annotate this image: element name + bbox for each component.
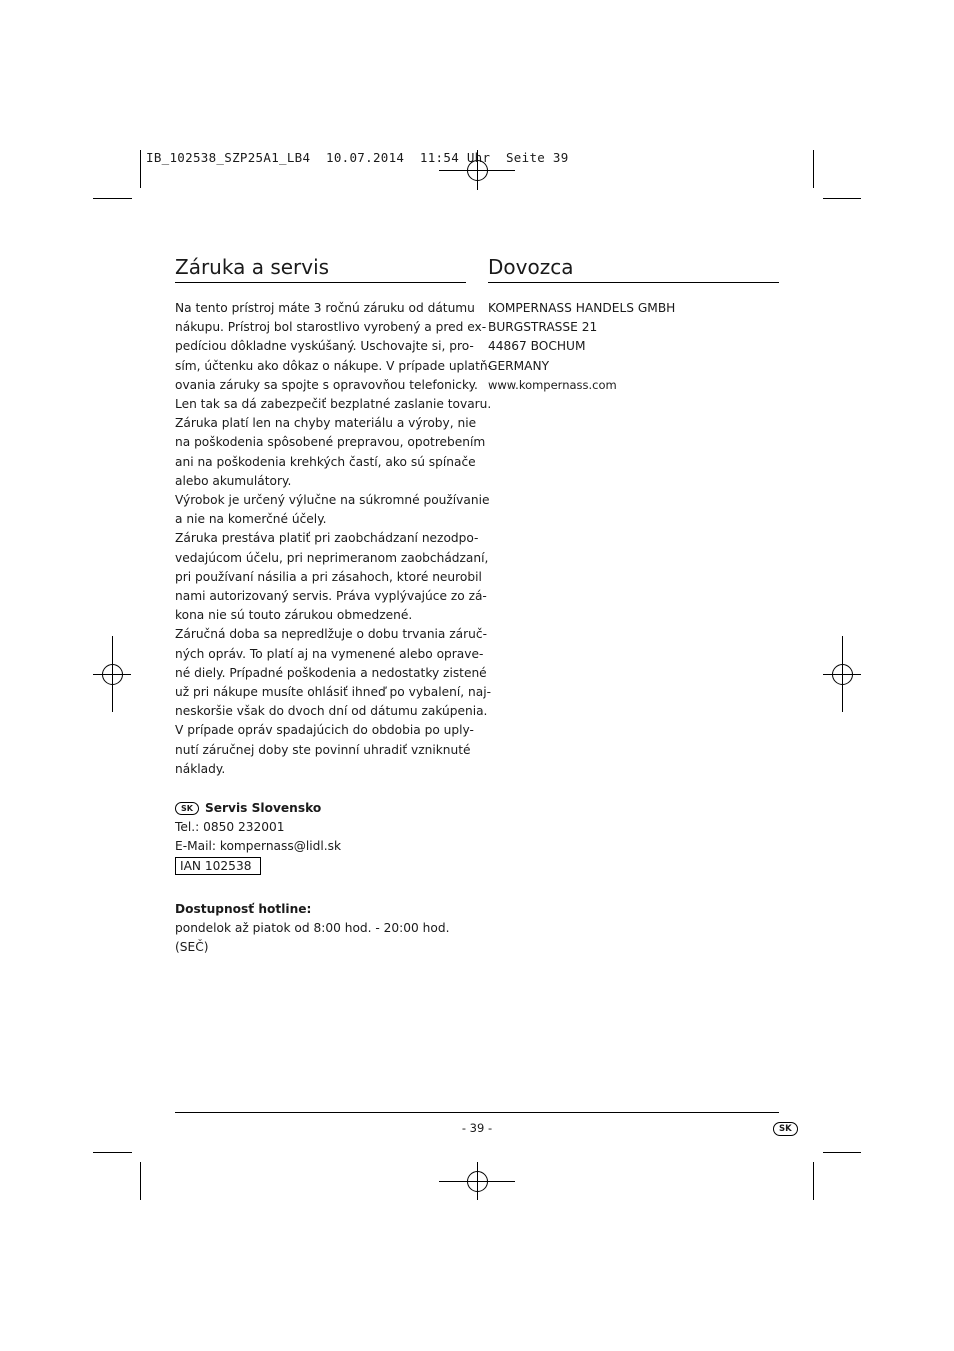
warranty-title-rule	[175, 282, 466, 283]
warranty-text-line: Záruka prestáva platiť pri zaobchádzaní nezodpo-	[175, 531, 479, 546]
service-tel: Tel.: 0850 232001	[175, 820, 285, 835]
warranty-text-line: nutí záručnej doby ste povinní uhradiť vzniknuté	[175, 742, 471, 757]
warranty-text-line: pedíciou dôkladne vyskúšaný. Uschovajte si, pro-	[175, 339, 474, 354]
footer-rule	[175, 1112, 779, 1113]
warranty-text-line: Záruka platí len na chyby materiálu a výroby, nie	[175, 416, 477, 431]
warranty-text-line: né diely. Prípadné poškodenia a nedostatky zistené	[175, 665, 487, 680]
importer-country: GERMANY	[488, 358, 550, 373]
importer-city: 44867 BOCHUM	[488, 339, 586, 354]
warranty-text-line: sím, účtenku ako dôkaz o nákupe. V prípade uplatň-	[175, 358, 493, 373]
importer-company: KOMPERNASS HANDELS GMBH	[488, 301, 676, 315]
warranty-text-line: náklady.	[175, 761, 226, 776]
warranty-text-line: ovania záruky sa spojte s opravovňou telefonicky.	[175, 377, 478, 392]
warranty-text-line: neskoršie však do dvoch dní od dátumu zakúpenia.	[175, 704, 488, 719]
warranty-text-line: Na tento prístroj máte 3 ročnú záruku od dátumu	[175, 301, 475, 315]
crop-mark-top-left-v	[140, 150, 141, 188]
warranty-text-line: vedajúcom účelu, pri neprimeranom zaobchádzaní,	[175, 550, 489, 565]
warranty-text-line: Výrobok je určený výlučne na súkromné používanie	[175, 493, 490, 508]
ian-number: IAN 102538	[175, 857, 261, 875]
hotline-note: (SEČ)	[175, 940, 209, 955]
hotline-block	[175, 900, 449, 958]
warranty-text-line: Len tak sa dá zabezpečiť bezplatné zaslanie tovaru.	[175, 397, 492, 412]
warranty-text-line: pri používaní násilia a pri zásahoch, ktoré neurobil	[175, 569, 482, 584]
warranty-text-line: a nie na komerčné účely.	[175, 512, 327, 527]
warranty-text-line: Záručná doba sa nepredlžuje o dobu trvania záruč-	[175, 627, 487, 642]
crop-mark-bottom-right-v	[813, 1162, 814, 1200]
warranty-text-line: na poškodenia spôsobené prepravou, opotrebením	[175, 435, 486, 450]
registration-bottom-circle	[467, 1171, 488, 1192]
warranty-text-line: kona nie sú touto zárukou obmedzené.	[175, 608, 413, 623]
service-email: E-Mail: kompernass@lidl.sk	[175, 839, 342, 854]
importer-address	[488, 299, 675, 395]
print-header: IB_102538_SZP25A1_LB4 10.07.2014 11:54 Uhr Seite 39	[146, 150, 569, 165]
service-block	[175, 799, 341, 876]
crop-mark-bottom-left-v	[140, 1162, 141, 1200]
warranty-text-line: ani na poškodenia krehkých častí, ako sú spínače	[175, 454, 476, 469]
hotline-hours: pondelok až piatok od 8:00 hod. - 20:00 hod.	[175, 921, 450, 936]
warranty-title: Záruka a servis	[175, 255, 330, 279]
service-name: Servis Slovensko	[204, 801, 322, 815]
registration-right-circle	[832, 664, 853, 685]
warranty-text-line: ných opráv. To platí aj na vymenené alebo oprave-	[175, 646, 484, 661]
page-number: - 39 -	[461, 1121, 493, 1135]
hotline-heading: Dostupnosť hotline:	[175, 902, 312, 916]
sk-country-badge: SK	[175, 802, 199, 815]
warranty-text-line: už pri nákupe musíte ohlásiť ihneď po vybalení, naj-	[175, 685, 491, 700]
importer-title-rule	[488, 282, 779, 283]
crop-mark-bottom-left-h	[93, 1152, 132, 1153]
warranty-text-line: nákupu. Prístroj bol starostlivo vyrobený a pred ex-	[175, 320, 487, 335]
crop-mark-bottom-right-h	[823, 1152, 861, 1153]
footer-sk-badge: SK	[773, 1122, 798, 1136]
warranty-text	[175, 299, 492, 779]
importer-street: BURGSTRASSE 21	[488, 320, 598, 335]
crop-mark-top-right-h	[823, 198, 861, 199]
crop-mark-top-right-v	[813, 150, 814, 188]
warranty-text-line: V prípade opráv spadajúcich do obdobia po uply-	[175, 723, 474, 738]
warranty-text-line: nami autorizovaný servis. Práva vyplývajúce zo zá-	[175, 589, 487, 604]
importer-website: www.kompernass.com	[488, 377, 617, 392]
warranty-text-line: alebo akumulátory.	[175, 473, 292, 488]
importer-title: Dovozca	[488, 255, 574, 279]
registration-left-circle	[102, 664, 123, 685]
crop-mark-top-left-h	[93, 198, 132, 199]
